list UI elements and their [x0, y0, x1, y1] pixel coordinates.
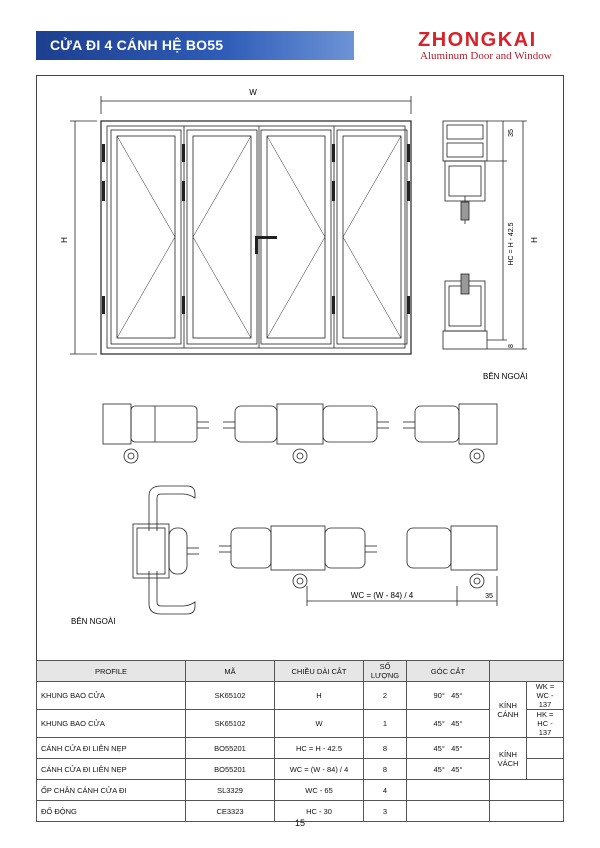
brand-name: ZHONGKAI: [418, 29, 537, 51]
cell-qty: 3: [364, 801, 407, 822]
table-header-row: [37, 661, 564, 682]
cell-qty: 2: [364, 682, 407, 710]
section-dim-8: 8: [508, 344, 515, 348]
angle-right: 45°: [451, 691, 463, 700]
angle-right: 45°: [451, 743, 463, 753]
brand-logo: [418, 29, 568, 65]
header-cut-length: CHIỀU DÀI CẮT: [275, 661, 364, 682]
table-row: [37, 780, 564, 801]
section-side-label: BÊN NGOÀI: [483, 372, 528, 381]
cell-code: SL3329: [186, 780, 275, 801]
cell-profile: ỐP CHÂN CÁNH CỬA ĐI: [37, 780, 186, 801]
cell-qty: 8: [364, 738, 407, 759]
section-dim-35: 35: [508, 129, 515, 137]
cell-qty: 1: [364, 710, 407, 738]
width-dimension-label: W: [249, 88, 257, 97]
cell-length: WC = (W - 84) / 4: [275, 759, 364, 780]
cell-length: WC - 65: [275, 780, 364, 801]
hinges: [102, 144, 410, 314]
cell-angle: [407, 738, 490, 759]
door-elevation: [70, 96, 411, 354]
angle-left: 90°: [433, 691, 445, 700]
cell-profile: CÁNH CỬA ĐI LIÊN NẸP: [37, 759, 186, 780]
header-quantity: SỐ LƯỢNG: [364, 661, 407, 682]
cell-length: HC = H - 42.5: [275, 738, 364, 759]
table-row: [37, 759, 564, 780]
page-title: CỬA ĐI 4 CÁNH HỆ BO55: [50, 37, 224, 53]
cell-empty: [490, 780, 564, 801]
cell-angle: [407, 780, 490, 801]
cell-code: SK65102: [186, 682, 275, 710]
page-number: 15: [294, 818, 305, 828]
plan-side-label: BÊN NGOÀI: [71, 617, 116, 626]
cell-profile: KHUNG BAO CỬA: [37, 682, 186, 710]
cell-angle: [407, 682, 490, 710]
cell-code: BO55201: [186, 759, 275, 780]
header-code: MÃ: [186, 661, 275, 682]
plan-section-row2: [133, 486, 497, 614]
table-row: [37, 738, 564, 759]
angle-right: 45°: [451, 719, 463, 728]
section-dim-hc: HC = H - 42.5: [508, 222, 515, 266]
height-dimension-label: H: [60, 237, 69, 243]
cell-qty: 4: [364, 780, 407, 801]
header-profile: PROFILE: [37, 661, 186, 682]
cell-code: CE3323: [186, 801, 275, 822]
cell-length: HC - 30: [275, 801, 364, 822]
cell-formula-hk: HK = HC - 137: [527, 710, 564, 738]
cell-glass-fixed: KÍNH VÁCH: [490, 738, 527, 780]
cell-empty: [527, 759, 564, 780]
header-blank: [490, 661, 564, 682]
cell-length: H: [275, 682, 364, 710]
title-banner: [36, 31, 354, 60]
angle-right: 45°: [451, 764, 463, 774]
drawing-frame: [36, 75, 564, 661]
angle-left: 45°: [433, 743, 445, 753]
header-cut-angle: GÓC CẮT: [407, 661, 490, 682]
technical-drawing: [37, 76, 565, 662]
brand-tagline: Aluminum Door and Window: [420, 50, 552, 62]
cell-profile: ĐỐ ĐỘNG: [37, 801, 186, 822]
angle-left: 45°: [433, 719, 445, 728]
cell-formula-wk: WK = WC - 137: [527, 682, 564, 710]
cell-profile: CÁNH CỬA ĐI LIÊN NẸP: [37, 738, 186, 759]
cell-profile: KHUNG BAO CỬA: [37, 710, 186, 738]
cell-length: W: [275, 710, 364, 738]
table-row: [37, 710, 564, 738]
angle-left: 45°: [433, 764, 445, 774]
wc-dimension-label: WC = (W - 84) / 4: [350, 591, 414, 600]
cell-code: BO55201: [186, 738, 275, 759]
plan-section-row1: [103, 404, 497, 463]
cell-code: SK65102: [186, 710, 275, 738]
plan-dim-35: 35: [485, 593, 493, 600]
cell-angle: [407, 710, 490, 738]
cell-empty: [527, 738, 564, 759]
cell-glass-sash: KÍNH CÁNH: [490, 682, 527, 738]
section-dim-h: H: [530, 237, 539, 243]
profile-cutting-table: [36, 660, 564, 822]
table-row: [37, 682, 564, 710]
cell-angle: [407, 759, 490, 780]
cell-qty: 8: [364, 759, 407, 780]
